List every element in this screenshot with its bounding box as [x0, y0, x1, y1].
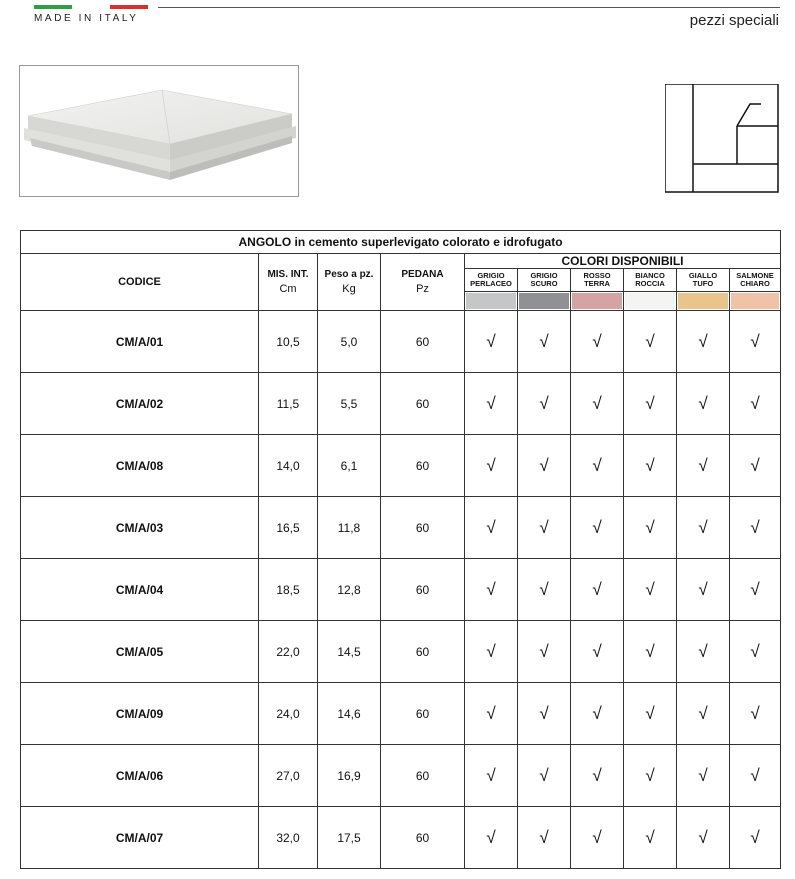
code-cell: CM/A/09: [21, 683, 259, 745]
check-mark-cell: √: [677, 435, 730, 497]
check-mark-cell: √: [518, 497, 571, 559]
color-swatch-cell: [677, 292, 730, 311]
table-row: [21, 621, 781, 683]
check-mark-cell: √: [571, 311, 624, 373]
check-mark-cell: √: [730, 559, 781, 621]
check-mark-cell: √: [465, 559, 518, 621]
color-name-line1: GRIGIO: [477, 271, 505, 280]
code-cell: CM/A/02: [21, 373, 259, 435]
code-cell: CM/A/08: [21, 435, 259, 497]
check-mark-cell: √: [624, 559, 677, 621]
check-mark-cell: √: [518, 559, 571, 621]
weight-cell: 11,8: [318, 497, 381, 559]
size-cell: 27,0: [259, 745, 318, 807]
check-mark-cell: √: [624, 745, 677, 807]
check-mark-cell: √: [677, 683, 730, 745]
color-swatch: [678, 293, 728, 309]
product-photo: [19, 65, 299, 197]
pallet-cell: 60: [381, 311, 465, 373]
color-name-line1: ROSSO: [583, 271, 611, 280]
check-mark-cell: √: [571, 745, 624, 807]
pallet-cell: 60: [381, 621, 465, 683]
check-mark-cell: √: [518, 807, 571, 869]
check-mark-cell: √: [730, 497, 781, 559]
color-name: [624, 269, 677, 292]
size-cell: 11,5: [259, 373, 318, 435]
header-pallet-unit: Pz: [416, 283, 429, 295]
size-cell: 14,0: [259, 435, 318, 497]
color-swatch: [466, 293, 516, 309]
color-swatch: [731, 293, 779, 309]
size-cell: 32,0: [259, 807, 318, 869]
check-mark-cell: √: [465, 745, 518, 807]
table-row: [21, 435, 781, 497]
check-mark-cell: √: [624, 497, 677, 559]
code-cell: CM/A/01: [21, 311, 259, 373]
check-mark-cell: √: [677, 311, 730, 373]
corner-piece-image: [20, 66, 298, 196]
table-row: [21, 311, 781, 373]
color-name: [518, 269, 571, 292]
check-mark-cell: √: [677, 807, 730, 869]
weight-cell: 5,5: [318, 373, 381, 435]
size-cell: 18,5: [259, 559, 318, 621]
weight-cell: 12,8: [318, 559, 381, 621]
check-mark-cell: √: [571, 373, 624, 435]
code-cell: CM/A/03: [21, 497, 259, 559]
size-cell: 10,5: [259, 311, 318, 373]
check-mark-cell: √: [730, 435, 781, 497]
color-name-line2: PERLACEO: [470, 279, 512, 288]
code-cell: CM/A/07: [21, 807, 259, 869]
check-mark-cell: √: [465, 373, 518, 435]
color-swatch-cell: [465, 292, 518, 311]
check-mark-cell: √: [677, 621, 730, 683]
header-weight-unit: Kg: [342, 283, 356, 295]
table-row: [21, 559, 781, 621]
weight-cell: 14,6: [318, 683, 381, 745]
check-mark-cell: √: [624, 807, 677, 869]
table-row: [21, 373, 781, 435]
check-mark-cell: √: [465, 621, 518, 683]
pallet-cell: 60: [381, 683, 465, 745]
check-mark-cell: √: [730, 683, 781, 745]
code-cell: CM/A/05: [21, 621, 259, 683]
color-name: [571, 269, 624, 292]
header-code: CODICE: [21, 254, 259, 311]
color-swatch-cell: [624, 292, 677, 311]
check-mark-cell: √: [677, 373, 730, 435]
check-mark-cell: √: [730, 373, 781, 435]
color-name-line2: CHIARO: [740, 279, 770, 288]
pallet-cell: 60: [381, 807, 465, 869]
check-mark-cell: √: [730, 311, 781, 373]
color-name-line1: GIALLO: [688, 271, 718, 280]
check-mark-cell: √: [571, 807, 624, 869]
color-name-line2: TERRA: [584, 279, 610, 288]
check-mark-cell: √: [624, 373, 677, 435]
check-mark-cell: √: [730, 807, 781, 869]
color-swatch-cell: [571, 292, 624, 311]
weight-cell: 14,5: [318, 621, 381, 683]
color-name-line2: TUFO: [692, 279, 714, 288]
code-cell: CM/A/06: [21, 745, 259, 807]
check-mark-cell: √: [624, 683, 677, 745]
check-mark-cell: √: [624, 311, 677, 373]
product-table: [20, 230, 781, 869]
header-size-unit: Cm: [279, 283, 297, 295]
color-swatch: [572, 293, 622, 309]
header-weight: [318, 254, 381, 311]
header-pallet-label: PEDANA: [401, 269, 444, 280]
color-name-line2: SCURO: [530, 279, 558, 288]
table-row: [21, 745, 781, 807]
weight-cell: 6,1: [318, 435, 381, 497]
check-mark-cell: √: [571, 497, 624, 559]
color-name: [677, 269, 730, 292]
size-cell: 24,0: [259, 683, 318, 745]
check-mark-cell: √: [518, 683, 571, 745]
color-name-line1: GRIGIO: [530, 271, 558, 280]
check-mark-cell: √: [465, 807, 518, 869]
header-weight-label: Peso a pz.: [324, 269, 374, 280]
weight-cell: 16,9: [318, 745, 381, 807]
pallet-cell: 60: [381, 497, 465, 559]
color-swatch-cell: [730, 292, 781, 311]
check-mark-cell: √: [571, 621, 624, 683]
table-row: [21, 497, 781, 559]
color-name: [465, 269, 518, 292]
corner-technical-sketch: [665, 84, 780, 194]
check-mark-cell: √: [571, 559, 624, 621]
color-swatch: [519, 293, 569, 309]
table-row: [21, 807, 781, 869]
check-mark-cell: √: [677, 745, 730, 807]
flag-green: [34, 5, 72, 9]
header-colors: COLORI DISPONIBILI: [465, 254, 781, 269]
check-mark-cell: √: [624, 621, 677, 683]
check-mark-cell: √: [571, 683, 624, 745]
flag-white: [72, 5, 110, 9]
pallet-cell: 60: [381, 373, 465, 435]
pallet-cell: 60: [381, 745, 465, 807]
check-mark-cell: √: [677, 559, 730, 621]
check-mark-cell: √: [571, 435, 624, 497]
color-name-line1: SALMONE: [736, 271, 774, 280]
code-cell: CM/A/04: [21, 559, 259, 621]
check-mark-cell: √: [730, 621, 781, 683]
check-mark-cell: √: [518, 435, 571, 497]
check-mark-cell: √: [465, 311, 518, 373]
check-mark-cell: √: [465, 435, 518, 497]
color-swatch: [625, 293, 675, 309]
section-title: pezzi speciali: [689, 12, 779, 29]
check-mark-cell: √: [730, 745, 781, 807]
color-swatch-cell: [518, 292, 571, 311]
header-size-label: MIS. INT.: [267, 269, 309, 280]
table-row: [21, 683, 781, 745]
pallet-cell: 60: [381, 559, 465, 621]
check-mark-cell: √: [465, 683, 518, 745]
pallet-cell: 60: [381, 435, 465, 497]
check-mark-cell: √: [518, 373, 571, 435]
weight-cell: 5,0: [318, 311, 381, 373]
size-cell: 22,0: [259, 621, 318, 683]
check-mark-cell: √: [677, 497, 730, 559]
color-name-line2: ROCCIA: [635, 279, 665, 288]
check-mark-cell: √: [518, 311, 571, 373]
flag-red: [110, 5, 148, 9]
color-name: [730, 269, 781, 292]
header-rule: [158, 7, 780, 8]
header-size: [259, 254, 318, 311]
italian-flag: [34, 5, 148, 9]
check-mark-cell: √: [518, 745, 571, 807]
check-mark-cell: √: [465, 497, 518, 559]
size-cell: 16,5: [259, 497, 318, 559]
check-mark-cell: √: [624, 435, 677, 497]
check-mark-cell: √: [518, 621, 571, 683]
header-pallet: [381, 254, 465, 311]
made-in-italy-label: MADE IN ITALY: [34, 13, 139, 24]
table-title: ANGOLO in cemento superlevigato colorato e idrofugato: [21, 231, 781, 254]
weight-cell: 17,5: [318, 807, 381, 869]
color-name-line1: BIANCO: [635, 271, 665, 280]
